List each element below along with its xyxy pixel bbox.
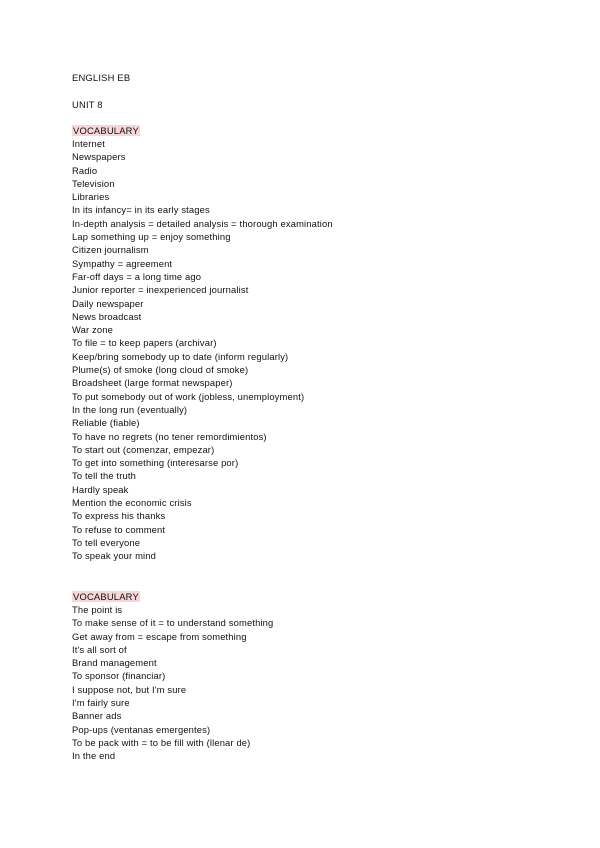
vocabulary-item: Junior reporter = inexperienced journalist: [72, 284, 249, 296]
vocabulary-item: Internet: [72, 138, 105, 149]
vocabulary-item: Brand management: [72, 657, 157, 669]
vocabulary-list: [72, 137, 333, 563]
vocabulary-item: To tell the truth: [72, 470, 137, 482]
vocabulary-item: Broadsheet (large format newspaper): [72, 377, 233, 389]
vocabulary-item: To express his thanks: [72, 510, 166, 522]
highlighted-heading: VOCABULARY: [73, 591, 139, 602]
vocabulary-item: Hardly speak: [72, 483, 129, 495]
vocabulary-item: Pop-ups (ventanas emergentes): [72, 723, 211, 735]
vocabulary-item: Lap something up = enjoy something: [72, 231, 231, 243]
vocabulary-item: Banner ads: [72, 710, 122, 722]
vocabulary-item: News broadcast: [72, 310, 142, 322]
vocabulary-item: It's all sort of: [72, 643, 127, 655]
section-heading: [72, 590, 273, 603]
vocabulary-item: Sympathy = agreement: [72, 257, 173, 269]
vocabulary-section-1: [72, 124, 333, 563]
vocabulary-item: To be pack with = to be fill with (llenar de): [72, 736, 251, 748]
vocabulary-item: Radio: [72, 164, 98, 176]
vocabulary-section-2: [72, 590, 273, 763]
vocabulary-item: To file = to keep papers (archivar): [72, 337, 217, 349]
vocabulary-item: In-depth analysis = detailed analysis = thorough examination: [72, 217, 333, 229]
vocabulary-item: Television: [72, 177, 115, 189]
vocabulary-item: To refuse to comment: [72, 523, 166, 535]
vocabulary-item: To sponsor (financiar): [72, 670, 166, 682]
vocabulary-item: Citizen journalism: [72, 244, 149, 256]
highlighted-heading: VOCABULARY: [73, 125, 139, 136]
vocabulary-item: In its infancy= in its early stages: [72, 204, 210, 216]
vocabulary-item: Mention the economic crisis: [72, 497, 192, 509]
section-heading: [72, 124, 333, 137]
vocabulary-item: Plume(s) of smoke (long cloud of smoke): [72, 364, 249, 376]
vocabulary-item: Get away from = escape from something: [72, 630, 247, 642]
vocabulary-item: To make sense of it = to understand something: [72, 617, 274, 629]
vocabulary-item: In the long run (eventually): [72, 403, 188, 415]
vocabulary-item: The point is: [72, 604, 123, 615]
vocabulary-item: Libraries: [72, 191, 110, 203]
vocabulary-list: [72, 603, 273, 763]
vocabulary-item: To start out (comenzar, empezar): [72, 443, 215, 455]
unit-title: UNIT 8: [72, 99, 103, 110]
vocabulary-item: To put somebody out of work (jobless, unemployment): [72, 390, 305, 402]
vocabulary-item: Reliable (fiable): [72, 417, 140, 429]
vocabulary-item: War zone: [72, 324, 113, 336]
vocabulary-item: Far-off days = a long time ago: [72, 270, 202, 282]
vocabulary-item: To speak your mind: [72, 550, 156, 562]
vocabulary-item: To have no regrets (no tener remordimientos): [72, 430, 267, 442]
doc-title: ENGLISH EB: [72, 72, 131, 83]
vocabulary-item: Newspapers: [72, 151, 126, 163]
vocabulary-item: I'm fairly sure: [72, 697, 130, 709]
vocabulary-item: Daily newspaper: [72, 297, 144, 309]
vocabulary-item: To tell everyone: [72, 536, 141, 548]
vocabulary-item: I suppose not, but I'm sure: [72, 683, 187, 695]
vocabulary-item: To get into something (interesarse por): [72, 457, 239, 469]
vocabulary-item: In the end: [72, 750, 116, 762]
vocabulary-item: Keep/bring somebody up to date (inform regularly): [72, 350, 289, 362]
